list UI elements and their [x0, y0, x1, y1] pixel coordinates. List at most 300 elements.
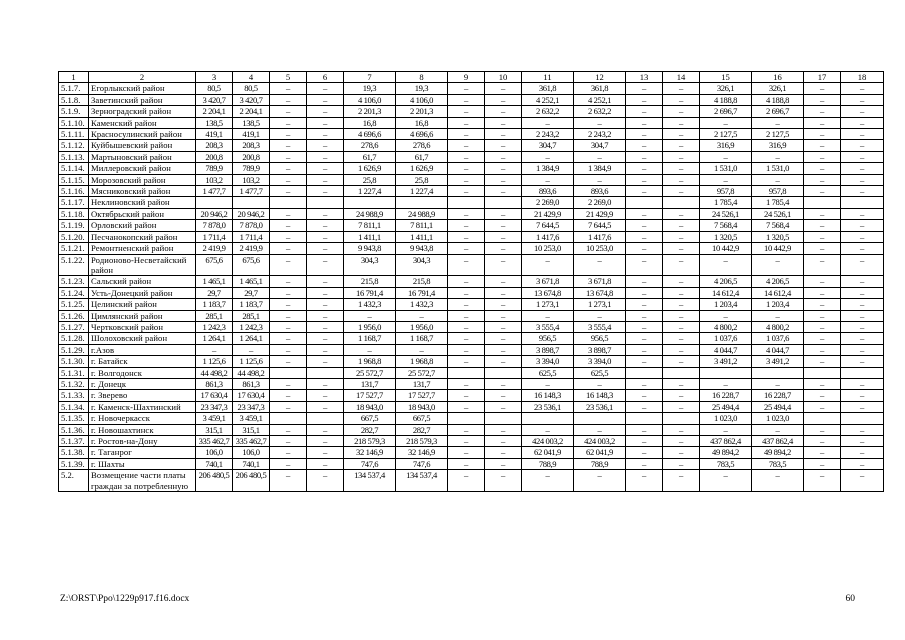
table-cell: 4 106,0 — [396, 94, 448, 105]
table-cell: 103,2 — [233, 174, 270, 185]
table-cell: – — [233, 344, 270, 355]
row-number: 5.1.23. — [59, 276, 89, 287]
table-cell: – — [841, 129, 884, 140]
table-cell — [522, 413, 574, 424]
table-row — [59, 197, 884, 208]
table-cell: 14 612,4 — [752, 287, 804, 298]
table-cell: – — [663, 231, 700, 242]
table-cell: – — [663, 140, 700, 151]
table-cell: – — [270, 378, 307, 389]
table-cell: – — [448, 174, 485, 185]
table-cell: 437 862,4 — [752, 436, 804, 447]
table-cell: 304,7 — [574, 140, 626, 151]
table-cell: – — [307, 344, 344, 355]
table-cell: – — [626, 94, 663, 105]
table-cell: 131,7 — [396, 378, 448, 389]
table-cell: 788,9 — [574, 458, 626, 469]
table-row — [59, 208, 884, 219]
row-name: Чертковский район — [89, 321, 196, 332]
table-cell: 16 791,4 — [396, 287, 448, 298]
column-header: 17 — [804, 72, 841, 83]
table-cell: 2 419,9 — [233, 243, 270, 254]
table-cell: 19,3 — [344, 83, 396, 94]
row-name: г. Таганрог — [89, 447, 196, 458]
table-cell: 316,9 — [700, 140, 752, 151]
table-cell: 14 612,4 — [700, 287, 752, 298]
table-cell: – — [396, 344, 448, 355]
table-cell: – — [663, 470, 700, 492]
table-cell: 1 264,1 — [233, 333, 270, 344]
table-cell: – — [307, 140, 344, 151]
table-cell: – — [700, 254, 752, 276]
table-cell: 282,7 — [396, 424, 448, 435]
table-cell: 4 800,2 — [752, 321, 804, 332]
table-cell: – — [626, 436, 663, 447]
table-cell — [804, 197, 841, 208]
table-cell: 4 696,6 — [396, 129, 448, 140]
column-header: 12 — [574, 72, 626, 83]
table-cell: 625,5 — [574, 367, 626, 378]
table-cell: 1 432,3 — [396, 299, 448, 310]
table-cell: 16 791,4 — [344, 287, 396, 298]
table-cell: 18 943,0 — [396, 401, 448, 412]
table-cell: 1 956,0 — [396, 321, 448, 332]
row-number: 5.1.39. — [59, 458, 89, 469]
table-cell: 4 044,7 — [700, 344, 752, 355]
table-cell: 1 183,7 — [196, 299, 233, 310]
table-cell: 32 146,9 — [344, 447, 396, 458]
table-cell: – — [270, 151, 307, 162]
table-cell: 1 023,0 — [700, 413, 752, 424]
table-cell: 1 477,7 — [233, 186, 270, 197]
table-cell: – — [626, 321, 663, 332]
table-cell: – — [448, 254, 485, 276]
table-cell: 304,3 — [396, 254, 448, 276]
table-cell: 3 555,4 — [522, 321, 574, 332]
table-cell: – — [626, 106, 663, 117]
table-cell: – — [574, 254, 626, 276]
table-cell: 215,8 — [396, 276, 448, 287]
table-cell: – — [626, 231, 663, 242]
row-name: г. Новошахтинск — [89, 424, 196, 435]
table-cell: 16 148,3 — [574, 390, 626, 401]
table-cell: – — [270, 333, 307, 344]
table-cell: 304,3 — [344, 254, 396, 276]
row-name: Усть-Донецкий район — [89, 287, 196, 298]
table-cell: 3 491,2 — [752, 356, 804, 367]
table-cell: – — [448, 424, 485, 435]
table-cell: – — [663, 208, 700, 219]
table-cell: – — [700, 424, 752, 435]
table-cell: 4 252,1 — [522, 94, 574, 105]
table-cell: – — [663, 94, 700, 105]
table-cell: 424 003,2 — [522, 436, 574, 447]
row-name: г. Каменск-Шахтинский — [89, 401, 196, 412]
column-header: 7 — [344, 72, 396, 83]
table-cell: 789,9 — [196, 163, 233, 174]
table-cell: – — [700, 151, 752, 162]
table-cell: – — [485, 310, 522, 321]
table-cell: – — [485, 163, 522, 174]
row-number: 5.1.18. — [59, 208, 89, 219]
row-number: 5.1.22. — [59, 254, 89, 276]
table-cell: 3 671,8 — [522, 276, 574, 287]
table-cell: 7 568,4 — [752, 220, 804, 231]
row-number: 5.1.16. — [59, 186, 89, 197]
table-cell: – — [448, 140, 485, 151]
table-cell: 2 201,3 — [344, 106, 396, 117]
table-cell: 7 811,1 — [396, 220, 448, 231]
table-cell: 1 037,6 — [752, 333, 804, 344]
table-cell: – — [804, 140, 841, 151]
table-cell: – — [752, 424, 804, 435]
table-cell: 208,3 — [233, 140, 270, 151]
table-cell: – — [841, 333, 884, 344]
table-cell: – — [448, 356, 485, 367]
table-cell: – — [841, 356, 884, 367]
table-cell: – — [448, 390, 485, 401]
table-cell: 285,1 — [196, 310, 233, 321]
table-cell: – — [841, 310, 884, 321]
table-cell: – — [307, 129, 344, 140]
table-cell: – — [270, 208, 307, 219]
table-cell: 106,0 — [196, 447, 233, 458]
table-row — [59, 447, 884, 458]
table-cell: 625,5 — [522, 367, 574, 378]
table-cell: – — [344, 344, 396, 355]
table-cell — [448, 413, 485, 424]
table-cell: – — [485, 390, 522, 401]
table-cell: – — [270, 401, 307, 412]
table-cell: – — [626, 344, 663, 355]
table-cell: – — [626, 287, 663, 298]
table-cell: 3 394,0 — [574, 356, 626, 367]
table-cell: 2 419,9 — [196, 243, 233, 254]
table-cell: – — [448, 208, 485, 219]
table-cell: 326,1 — [700, 83, 752, 94]
table-cell: 893,6 — [574, 186, 626, 197]
table-cell: 2 269,0 — [574, 197, 626, 208]
table-cell: 1 531,0 — [752, 163, 804, 174]
table-row — [59, 436, 884, 447]
row-name: Миллеровский район — [89, 163, 196, 174]
row-name: Неклиновский район — [89, 197, 196, 208]
table-cell: 2 204,1 — [233, 106, 270, 117]
table-cell: 4 252,1 — [574, 94, 626, 105]
table-cell: – — [841, 220, 884, 231]
row-number: 5.1.14. — [59, 163, 89, 174]
row-number: 5.1.28. — [59, 333, 89, 344]
table-row — [59, 94, 884, 105]
footer-file-path: Z:\ORST\Ppo\1229p917.f16.docx — [60, 594, 190, 604]
table-cell: 1 626,9 — [344, 163, 396, 174]
table-cell: – — [663, 333, 700, 344]
table-cell: – — [752, 310, 804, 321]
table-cell: – — [752, 254, 804, 276]
table-cell: – — [574, 310, 626, 321]
table-row — [59, 254, 884, 276]
table-cell: – — [485, 436, 522, 447]
table-cell: 1 203,4 — [700, 299, 752, 310]
table-cell: 893,6 — [522, 186, 574, 197]
table-cell: – — [804, 151, 841, 162]
table-cell: – — [626, 83, 663, 94]
table-cell: – — [270, 174, 307, 185]
table-cell: – — [270, 129, 307, 140]
table-cell: 1 183,7 — [233, 299, 270, 310]
table-cell: 21 429,9 — [574, 208, 626, 219]
table-cell: 3 898,7 — [574, 344, 626, 355]
table-cell: 62 041,9 — [574, 447, 626, 458]
table-cell: – — [804, 208, 841, 219]
table-cell: – — [841, 163, 884, 174]
table-cell: 4 188,8 — [752, 94, 804, 105]
table-cell: – — [804, 174, 841, 185]
table-cell: 789,9 — [233, 163, 270, 174]
table-cell: 861,3 — [233, 378, 270, 389]
table-cell — [626, 367, 663, 378]
table-cell: 1 023,0 — [752, 413, 804, 424]
column-header: 10 — [485, 72, 522, 83]
table-cell: – — [663, 151, 700, 162]
table-cell: 956,5 — [522, 333, 574, 344]
table-cell: 25 494,4 — [752, 401, 804, 412]
table-cell: – — [485, 378, 522, 389]
table-cell: – — [574, 378, 626, 389]
row-number: 5.1.17. — [59, 197, 89, 208]
table-cell: 208,3 — [196, 140, 233, 151]
table-cell: – — [307, 470, 344, 492]
table-cell — [344, 197, 396, 208]
table-cell: – — [663, 436, 700, 447]
table-cell: – — [804, 321, 841, 332]
table-cell: 1 384,9 — [522, 163, 574, 174]
table-cell: 138,5 — [233, 117, 270, 128]
data-table — [58, 71, 884, 492]
table-cell: 62 041,9 — [522, 447, 574, 458]
table-cell: – — [574, 151, 626, 162]
row-number: 5.1.27. — [59, 321, 89, 332]
table-cell: 1 227,4 — [344, 186, 396, 197]
table-cell: – — [307, 390, 344, 401]
table-cell: 957,8 — [752, 186, 804, 197]
table-cell: 424 003,2 — [574, 436, 626, 447]
table-cell: – — [626, 186, 663, 197]
table-cell: – — [804, 186, 841, 197]
table-cell: – — [485, 174, 522, 185]
table-cell: – — [663, 378, 700, 389]
row-number: 5.1.15. — [59, 174, 89, 185]
table-cell: 1 531,0 — [700, 163, 752, 174]
table-cell: 138,5 — [196, 117, 233, 128]
table-cell — [396, 197, 448, 208]
table-cell: – — [448, 321, 485, 332]
table-cell: – — [307, 333, 344, 344]
table-cell: 1 273,1 — [522, 299, 574, 310]
row-name: Зерноградский район — [89, 106, 196, 117]
row-name: Красносулинский район — [89, 129, 196, 140]
table-cell: – — [663, 321, 700, 332]
table-cell: 218 579,3 — [396, 436, 448, 447]
table-cell: 1 203,4 — [752, 299, 804, 310]
table-cell: 861,3 — [196, 378, 233, 389]
column-header: 6 — [307, 72, 344, 83]
row-number: 5.1.25. — [59, 299, 89, 310]
table-cell: 1 411,1 — [396, 231, 448, 242]
row-name: Каменский район — [89, 117, 196, 128]
table-cell: – — [485, 220, 522, 231]
table-cell: – — [448, 299, 485, 310]
table-cell: 1 465,1 — [196, 276, 233, 287]
table-cell: – — [270, 299, 307, 310]
table-cell: 20 946,2 — [196, 208, 233, 219]
table-cell: – — [663, 220, 700, 231]
table-cell: – — [270, 287, 307, 298]
table-cell: 17 527,7 — [396, 390, 448, 401]
table-cell: 7 811,1 — [344, 220, 396, 231]
table-cell — [485, 413, 522, 424]
table-cell: 740,1 — [233, 458, 270, 469]
row-number: 5.1.33. — [59, 390, 89, 401]
table-cell: – — [841, 401, 884, 412]
table-cell: – — [485, 243, 522, 254]
table-cell: – — [663, 129, 700, 140]
table-cell: 24 988,9 — [344, 208, 396, 219]
table-cell: – — [270, 117, 307, 128]
table-cell: 4 800,2 — [700, 321, 752, 332]
table-cell: – — [307, 208, 344, 219]
table-row — [59, 470, 884, 492]
row-number: 5.1.21. — [59, 243, 89, 254]
table-cell: 106,0 — [233, 447, 270, 458]
table-cell: 16 228,7 — [700, 390, 752, 401]
table-cell: – — [270, 424, 307, 435]
table-cell: 10 442,9 — [752, 243, 804, 254]
table-cell: – — [663, 458, 700, 469]
table-cell: – — [804, 83, 841, 94]
row-number: 5.1.13. — [59, 151, 89, 162]
table-cell: – — [307, 254, 344, 276]
table-cell: 783,5 — [752, 458, 804, 469]
table-header-row — [59, 72, 884, 83]
row-name: Возмещение части платы граждан за потребленную — [89, 470, 196, 492]
row-name: Орловский район — [89, 220, 196, 231]
row-number: 5.1.35. — [59, 413, 89, 424]
table-cell: 3 491,2 — [700, 356, 752, 367]
table-cell: 278,6 — [396, 140, 448, 151]
table-cell: – — [307, 458, 344, 469]
table-cell: – — [307, 243, 344, 254]
row-name: Шолоховский район — [89, 333, 196, 344]
table-cell: 25,8 — [396, 174, 448, 185]
table-cell: – — [307, 186, 344, 197]
table-cell — [448, 367, 485, 378]
table-cell: – — [485, 470, 522, 492]
table-cell: – — [270, 390, 307, 401]
table-cell: – — [270, 447, 307, 458]
table-cell: – — [307, 401, 344, 412]
table-cell: – — [307, 220, 344, 231]
table-cell: 17 527,7 — [344, 390, 396, 401]
table-cell — [485, 197, 522, 208]
table-cell — [663, 367, 700, 378]
table-cell: 24 988,9 — [396, 208, 448, 219]
table-cell: 32 146,9 — [396, 447, 448, 458]
table-cell — [663, 413, 700, 424]
table-cell: 2 269,0 — [522, 197, 574, 208]
table-cell: 2 201,3 — [396, 106, 448, 117]
column-header: 5 — [270, 72, 307, 83]
table-cell: – — [626, 299, 663, 310]
table-cell — [485, 367, 522, 378]
table-cell: – — [485, 321, 522, 332]
table-row — [59, 106, 884, 117]
table-row — [59, 231, 884, 242]
table-cell: – — [626, 447, 663, 458]
table-cell: – — [307, 163, 344, 174]
row-name: Сальский район — [89, 276, 196, 287]
column-header: 3 — [196, 72, 233, 83]
table-cell: 2 127,5 — [752, 129, 804, 140]
table-cell: 675,6 — [196, 254, 233, 276]
table-cell: – — [804, 254, 841, 276]
table-cell: 1 785,4 — [752, 197, 804, 208]
row-number: 5.1.24. — [59, 287, 89, 298]
table-cell: 10 442,9 — [700, 243, 752, 254]
table-cell: – — [841, 447, 884, 458]
row-name: Октябрьский район — [89, 208, 196, 219]
table-cell: 2 243,2 — [522, 129, 574, 140]
table-cell: – — [307, 231, 344, 242]
table-cell: 2 243,2 — [574, 129, 626, 140]
table-cell: 206 480,5 — [233, 470, 270, 492]
table-cell: – — [307, 310, 344, 321]
row-name: г. Новочеркасск — [89, 413, 196, 424]
table-cell: – — [485, 94, 522, 105]
table-cell: – — [663, 83, 700, 94]
table-cell: – — [485, 356, 522, 367]
table-row — [59, 344, 884, 355]
table-cell: 2 632,2 — [574, 106, 626, 117]
table-cell: – — [804, 470, 841, 492]
row-name: Морозовский район — [89, 174, 196, 185]
table-cell: – — [448, 401, 485, 412]
table-cell: – — [804, 401, 841, 412]
table-cell: 315,1 — [233, 424, 270, 435]
table-row — [59, 378, 884, 389]
table-cell: – — [448, 333, 485, 344]
table-cell: – — [196, 344, 233, 355]
table-cell: – — [448, 447, 485, 458]
table-row — [59, 83, 884, 94]
column-header: 13 — [626, 72, 663, 83]
table-cell: – — [626, 356, 663, 367]
table-cell: 7 878,0 — [196, 220, 233, 231]
table-cell: – — [841, 106, 884, 117]
table-cell: – — [485, 151, 522, 162]
table-cell: 80,5 — [233, 83, 270, 94]
table-cell: – — [804, 436, 841, 447]
table-cell: – — [804, 94, 841, 105]
table-cell: – — [663, 344, 700, 355]
table-cell: – — [522, 424, 574, 435]
table-cell: – — [804, 310, 841, 321]
table-cell: 16,8 — [396, 117, 448, 128]
table-cell: – — [485, 424, 522, 435]
table-cell: – — [841, 117, 884, 128]
table-cell: 2 696,7 — [752, 106, 804, 117]
table-cell: – — [626, 243, 663, 254]
